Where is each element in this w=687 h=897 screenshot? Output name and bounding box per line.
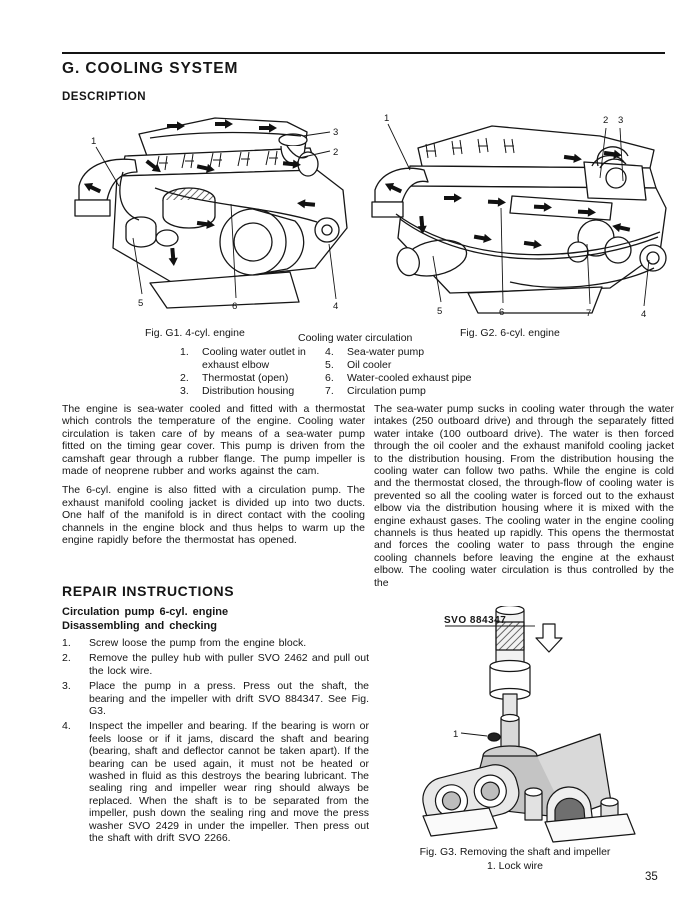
svg-text:6: 6 [499, 307, 505, 318]
paragraph: The engine is sea-water cooled and fitted with a thermostat which controls the temperature of the engine. Cooling water circulation is taken care of by means of a sea-water pump fitted on the timing gear cover. This pump is driven from the camshaft gear through a rubber flange. The pump impeller is made of neoprene rubber and works against the cam. [62, 403, 365, 478]
legend-number: 7. [325, 385, 334, 397]
step-item [62, 720, 369, 844]
legend-item [325, 346, 500, 359]
paragraph: The sea-water pump sucks in cooling water through the water intakes (250 outboard drive) and through the separately fitted water intake (100 outboard drive). The water is then forced through the oil cooler and the exhaust manifold cooling jacket to the distribution housing. From the distribution housing the cooling water can follow two paths. While the engine is cold and the thermostat closed, the through-flow of cooling water is prevented so all the cooling water is forced out to the exhaust elbow via the distribution housing where it is mixed with the engine exhaust gases. The cooling water in the engine cooling channels is thus heated up rapidly. This opens the thermostat and forces the cooling water to pass through the engine cooling channels before leaving the engine at the exhaust elbow. The cooling water circulation is thus controlled by the the [374, 403, 674, 589]
svg-text:2: 2 [603, 115, 609, 126]
figures-center-caption: Cooling water circulation [298, 332, 413, 344]
legend-item [325, 359, 500, 372]
legend-item [325, 385, 500, 398]
paragraph: The 6-cyl. engine is also fitted with a circulation pump. The exhaust manifold cooling jacket is divided up into two ducts. One half of the manifold is in direct contact with the cooling channels in the engine block and thus helps to warm up the engine rapidly before the thermostat has opened. [62, 484, 365, 547]
svg-text:1: 1 [91, 136, 97, 147]
repair-subtitle-pump: Circulation pump 6-cyl. engine [62, 606, 229, 618]
legend-text: Circulation pump [347, 385, 426, 397]
step-number: 3. [62, 680, 71, 693]
lock-wire-pin [488, 733, 500, 741]
repair-subtitle-disassembling: Disassembling and checking [62, 620, 217, 632]
legend-text: Oil cooler [347, 359, 392, 371]
legend-text: Cooling water outlet in exhaust elbow [202, 346, 306, 371]
fig-g3-illustration [415, 606, 667, 844]
legend-number: 5. [325, 359, 334, 371]
page-title: G. COOLING SYSTEM [62, 60, 239, 77]
tool-label: SVO 884347 [444, 615, 507, 626]
svg-text:5: 5 [138, 298, 144, 309]
description-right-column [374, 403, 674, 596]
legend-text: Thermostat (open) [202, 372, 289, 384]
pump-body-drawing [418, 715, 635, 843]
legend-number: 3. [180, 385, 189, 397]
step-item [62, 637, 369, 649]
legend-text: Sea-water pump [347, 346, 425, 358]
engine-4cyl-drawing [75, 118, 347, 308]
legend-number: 1. [180, 346, 189, 358]
svg-text:2: 2 [333, 147, 339, 158]
legend-text: Distribution housing [202, 385, 295, 397]
step-text: Place the pump in a press. Press out the shaft, the bearing and the impeller with drift SVO 884347. See Fig. G3. [89, 680, 369, 718]
svg-text:3: 3 [618, 115, 624, 126]
step-item [62, 652, 369, 677]
step-text: Inspect the impeller and bearing. If the bearing is worn or feels loose or if it jams, discard the shaft and bearing (bearing, shaft and deflector cannot be taken apart). If the bearing can be used again, it must not be heated or washed in fluid as this destroys the bearing lubricant. The sealing ring and impeller wear ring should always be replaced. When the shaft is to be separated from the impeller, push down the sealing ring and move the press washer SVO 2429 in under the impeller. Then press out the shaft with drift SVO 2266. [89, 720, 369, 845]
legend-number: 6. [325, 372, 334, 384]
legend-text: Water-cooled exhaust pipe [347, 372, 472, 384]
top-rule [62, 52, 665, 54]
press-direction-arrow-icon [536, 624, 562, 652]
legend-number: 4. [325, 346, 334, 358]
repair-steps-list [62, 637, 369, 848]
legend-right-column [325, 346, 500, 398]
legend-item [325, 372, 500, 385]
step-text: Screw loose the pump from the engine block. [89, 637, 307, 649]
fig-g3-callout-number: 1 [453, 729, 459, 740]
fig-g2-illustration [360, 106, 682, 322]
svg-text:1: 1 [384, 113, 390, 124]
step-number: 1. [62, 637, 71, 649]
svg-text:6: 6 [232, 301, 238, 312]
svg-text:4: 4 [641, 309, 647, 320]
fig-g1-illustration [55, 106, 357, 322]
svg-text:5: 5 [437, 306, 443, 317]
fig-g3-subcaption: 1. Lock wire [486, 860, 544, 872]
svg-text:3: 3 [333, 127, 339, 138]
section-description-heading: DESCRIPTION [62, 91, 147, 103]
fig-g2-caption: Fig. G2. 6-cyl. engine [460, 327, 560, 339]
svg-text:7: 7 [586, 308, 592, 319]
description-left-column [62, 403, 365, 553]
fig-g1-caption: Fig. G1. 4-cyl. engine [145, 327, 245, 339]
fig-g3-caption: Fig. G3. Removing the shaft and impeller [419, 846, 611, 858]
step-text: Remove the pulley hub with puller SVO 2462 and pull out the lock wire. [89, 652, 369, 677]
step-number: 4. [62, 720, 71, 733]
svg-text:4: 4 [333, 301, 339, 312]
step-number: 2. [62, 652, 71, 665]
page-number: 35 [645, 871, 658, 883]
step-item [62, 680, 369, 717]
legend-number: 2. [180, 372, 189, 384]
repair-instructions-heading: REPAIR INSTRUCTIONS [62, 583, 235, 599]
